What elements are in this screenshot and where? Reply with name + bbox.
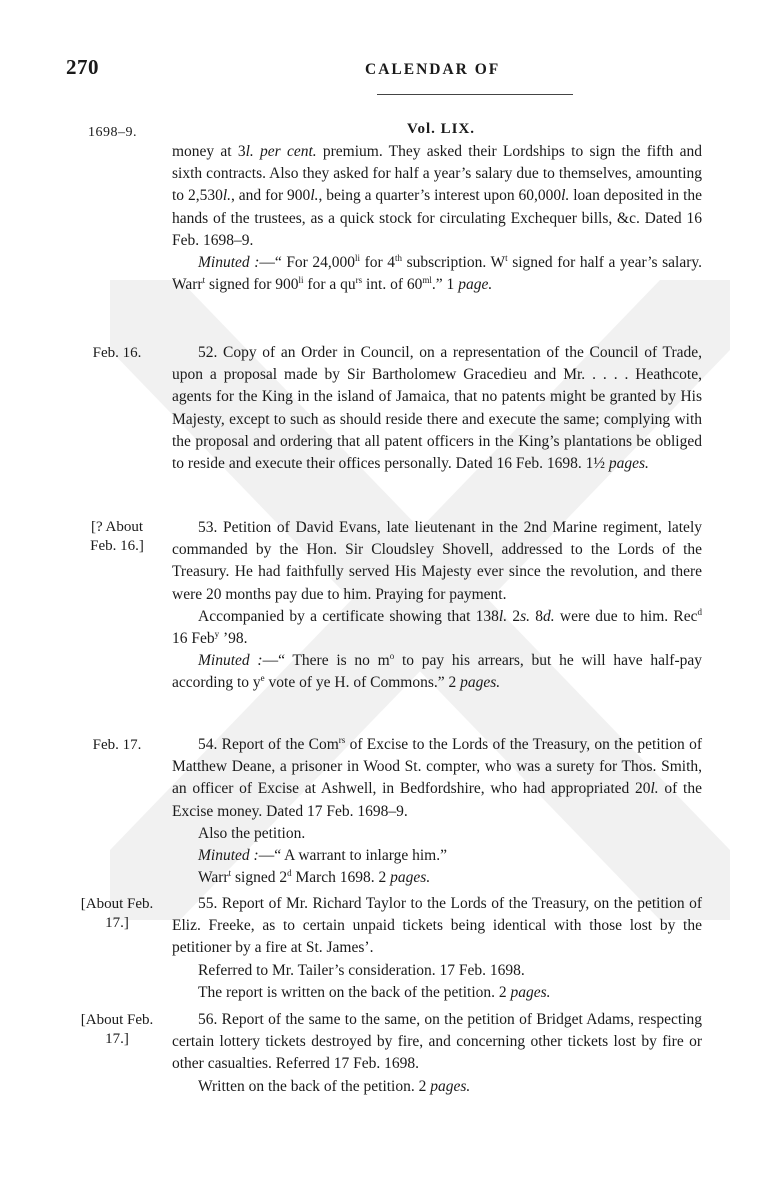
italic-text: l.	[561, 187, 570, 205]
italic-text: Minuted :	[198, 847, 259, 865]
text-run: to pay his arrears, but he will have half-pay according to y	[172, 652, 702, 692]
text-run: 52. Copy of an Order in Council, on a representation of the Council of Trade, upon a proposal made by Sir Bartholomew Gracedieu and Mr. . . . . Heathcote, agents for the King in the island of Jamaica, that no patents might be granted by His Majesty, except to such as should reside there and execute the same; complying with the proposal and ordering that all patent officers in the King’s plantations be obliged to reside and execute their offices personally. Dated 16 Feb. 1698. 1½	[172, 344, 702, 473]
superscript-text: li	[355, 253, 361, 264]
italic-text: pages.	[390, 869, 431, 887]
text-run: —“ A warrant to inlarge him.”	[258, 847, 447, 865]
text-run: of the Excise money. Dated 17 Feb. 1698–9.	[172, 780, 702, 820]
text-run: —“ For 24,000	[259, 254, 356, 272]
entry-paragraph	[172, 342, 702, 475]
entry-paragraph	[172, 734, 702, 823]
entry-paragraph	[172, 1076, 702, 1098]
text-run: Accompanied by a certificate showing that 138	[198, 607, 499, 625]
text-run: March 1698. 2	[291, 869, 391, 887]
page-number: 270	[66, 55, 99, 79]
italic-text: pages.	[608, 455, 649, 473]
entry-paragraph	[172, 252, 702, 296]
entry-paragraph	[172, 893, 702, 960]
entry-date: Feb. 17.	[92, 737, 142, 753]
entry-paragraph	[172, 606, 702, 650]
entry-paragraph	[172, 141, 702, 252]
text-run: loan deposited in the hands of the trustees, as a quick stock for circulating Exchequer bills, &c. Dated 16 Feb. 1698–9.	[172, 187, 703, 249]
entry-paragraph	[172, 650, 702, 694]
italic-text: d.	[543, 607, 555, 625]
text-run: premium. They asked their Lordships to sign the fifth and sixth contracts. Also they asked for half a year’s salary due to themselves, amounting to 2,530	[172, 143, 703, 205]
entry-date: [About Feb. 17.]	[80, 1012, 154, 1047]
text-run: int. of 60	[362, 276, 423, 294]
superscript-text: ml	[422, 275, 432, 286]
entry-paragraph	[172, 867, 702, 889]
entry-52	[172, 342, 702, 475]
year-label: 1698–9.	[88, 125, 137, 140]
volume-label: Vol. LIX.	[407, 121, 476, 137]
entry-paragraph	[172, 982, 702, 1004]
text-run: 54. Report of the Com	[198, 736, 339, 753]
superscript-text: d	[697, 606, 703, 617]
entry-54	[172, 734, 702, 889]
text-run: were due to him. Rec	[554, 607, 698, 625]
entry-paragraph	[172, 845, 702, 867]
text-run: money at 3	[172, 143, 246, 160]
italic-text: page.	[458, 276, 493, 294]
superscript-text: e	[260, 673, 265, 684]
entry-date: [About Feb. 17.]	[80, 896, 154, 931]
superscript-text: rs	[355, 275, 363, 286]
text-run: 16 Feb	[172, 630, 215, 648]
entry-continuation	[172, 141, 702, 296]
superscript-text: li	[298, 275, 304, 286]
entry-56	[172, 1009, 702, 1098]
italic-text: l.	[310, 187, 319, 205]
entry-paragraph	[172, 960, 702, 982]
text-run: .” 1	[431, 276, 459, 294]
italic-text: Minuted :	[198, 254, 260, 272]
text-run: —“ There is no m	[262, 652, 390, 670]
entry-paragraph	[172, 1009, 702, 1076]
header-rule	[377, 94, 573, 95]
text-run: 2	[507, 607, 521, 625]
italic-text: Minuted :	[198, 652, 263, 670]
text-run: Written on the back of the petition. 2	[198, 1077, 431, 1095]
text-run: , and for 900	[231, 187, 311, 205]
entry-55	[172, 893, 702, 1004]
text-run: vote of ye H. of Commons.” 2	[264, 674, 461, 692]
entry-date: [? About Feb. 16.]	[90, 519, 144, 554]
text-run: subscription. W	[402, 254, 506, 272]
entry-date: Feb. 16.	[92, 345, 142, 361]
running-title: CALENDAR OF	[365, 61, 501, 78]
text-run: The report is written on the back of the petition. 2	[198, 983, 511, 1001]
text-run: for a qu	[303, 276, 356, 294]
superscript-text: t	[505, 253, 508, 264]
superscript-text: o	[389, 651, 395, 662]
text-run: 53. Petition of David Evans, late lieutenant in the 2nd Marine regiment, lately commanded by the Hon. Sir Cloudsley Shovell, addressed to the Lords of the Treasury. He had faithfully served His Majesty ever since the revolution, and there were 20 months pay due to him. Praying for payment.	[172, 519, 702, 603]
text-run: Referred to Mr. Tailer’s consideration. 17 Feb. 1698.	[198, 961, 525, 979]
text-run: Also the petition.	[198, 824, 306, 842]
text-run: , being a quarter’s interest upon 60,000	[318, 187, 562, 205]
text-run: 8	[530, 607, 544, 625]
italic-text: per cent.	[260, 143, 317, 160]
superscript-text: rs	[338, 735, 346, 745]
italic-text: l.	[245, 143, 254, 160]
text-run: ’98.	[219, 630, 248, 648]
italic-text: l.	[222, 187, 232, 205]
italic-text: pages.	[510, 983, 551, 1001]
italic-text: pages.	[430, 1077, 471, 1095]
text-run: Warr	[198, 869, 229, 887]
text-run: signed for half a year’s salary. Warr	[172, 254, 702, 294]
entry-53	[172, 517, 702, 695]
text-run: signed 2	[231, 869, 288, 887]
superscript-text: th	[395, 253, 403, 264]
text-run: signed for 900	[205, 276, 299, 294]
italic-text: l.	[650, 780, 659, 798]
italic-text: pages.	[460, 674, 501, 692]
text-run: 56. Report of the same to the same, on the petition of Bridget Adams, respecting certain lottery tickets destroyed by fire, and concerning other tickets lost by fire or other casualties. Referred 17 Feb. 1698.	[172, 1011, 702, 1073]
text-run: for 4	[360, 254, 395, 272]
italic-text: l.	[498, 607, 508, 625]
italic-text: s.	[520, 607, 531, 625]
text-run: 55. Report of Mr. Richard Taylor to the Lords of the Treasury, on the petition of Eliz. Freeke, as to certain unpaid tickets being identical with those lost by the petitioner by a fire at St. James’.	[172, 895, 702, 957]
superscript-text: d	[287, 868, 292, 879]
entry-paragraph	[172, 517, 702, 606]
entry-paragraph	[172, 823, 702, 845]
superscript-text: t	[228, 868, 232, 879]
superscript-text: t	[202, 275, 206, 286]
superscript-text: y	[214, 629, 220, 640]
text-run: of Excise to the Lords of the Treasury, on the petition of Matthew Deane, a prisoner in Wood St. compter, who was a surety for Thos. Smith, an officer of Excise at Ashwell, in Bedfordshire, who had appropriated 20	[172, 736, 702, 798]
